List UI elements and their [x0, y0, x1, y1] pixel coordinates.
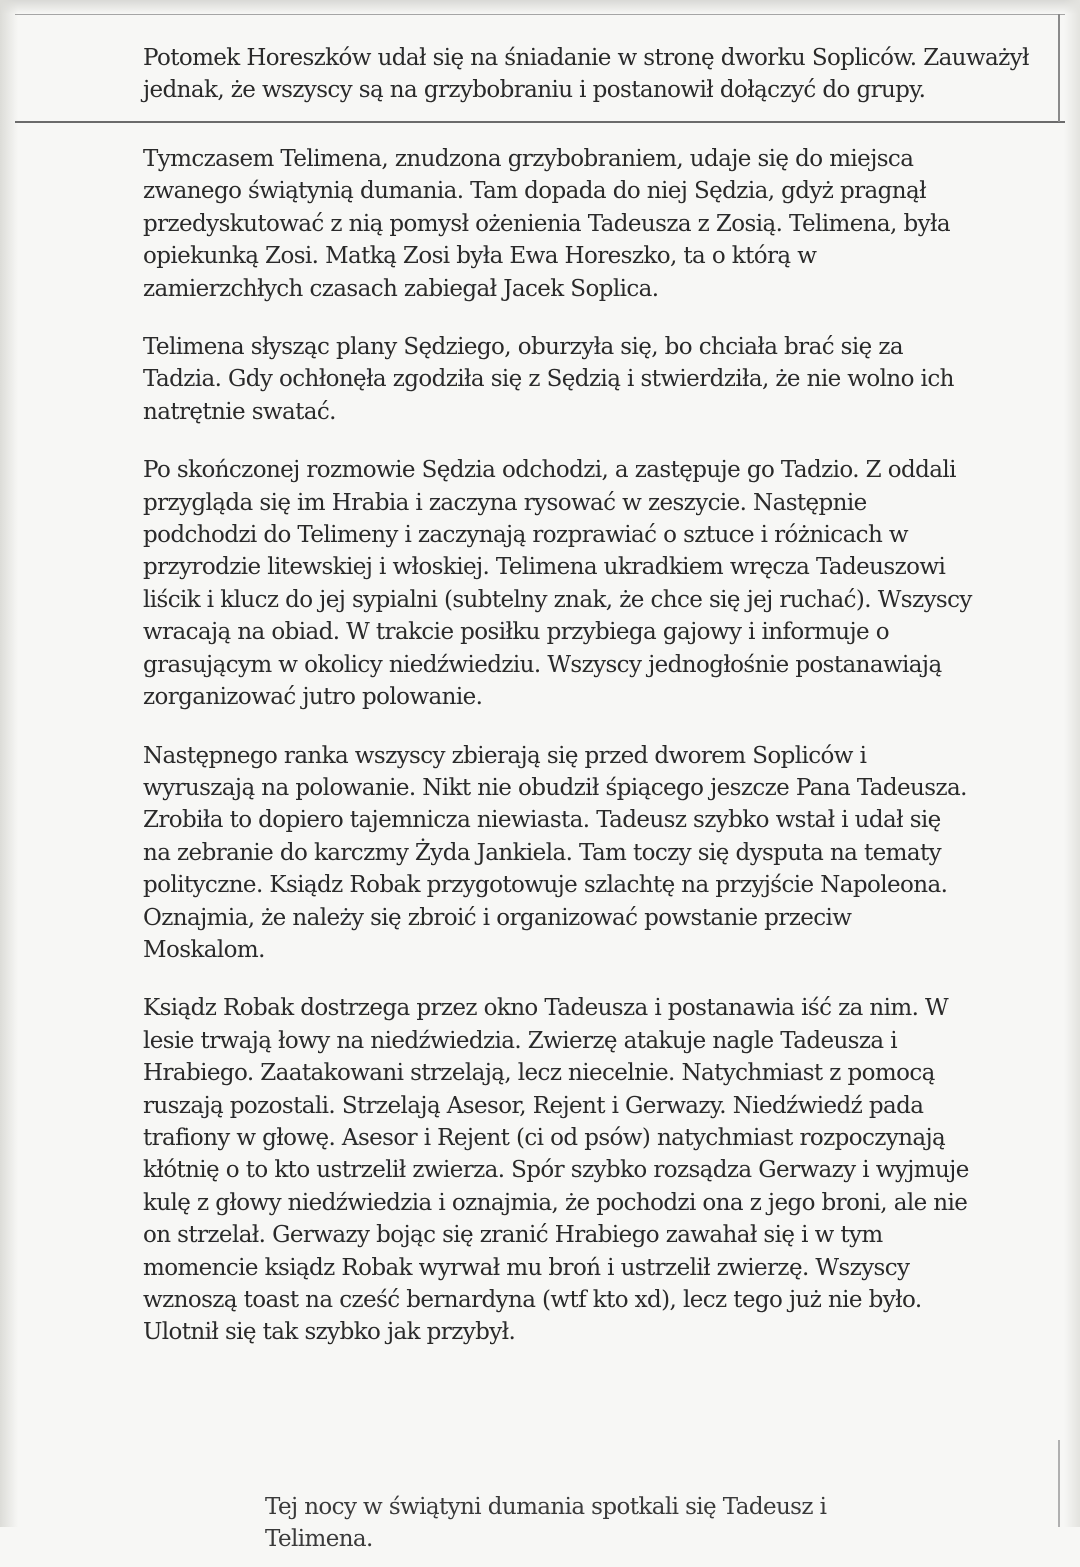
- cut-off-line-text: Tej nocy w świątyni dumania spotkali się Tadeusz i Telimena.: [265, 1494, 827, 1552]
- paragraph-1: Tymczasem Telimena, znudzona grzybobraniem, udaje się do miejsca zwanego świątynią dumania. Tam dopada do niej Sędzia, gdyż pragnął przedyskutować z nią pomysł ożenienia Tadeusza z Zosią. Telimena, była opiekunką Zosi. Matką Zosi była Ewa Horeszko, ta o którą w zamierzchłych czasach zabiegał Jacek Soplica.: [143, 146, 950, 302]
- paragraph-5: Ksiądz Robak dostrzega przez okno Tadeusza i postanawia iść za nim. W lesie trwają łowy na niedźwiedzia. Zwierzę atakuje nagle Tadeusza i Hrabiego. Zaatakowani strzelają, lecz niecelnie. Natychmiast z pomocą ruszają pozostali. Strzelają Asesor, Rejent i Gerwazy. Niedźwiedź pada trafiony w głowę. Asesor i Rejent (ci od psów) natychmiast rozpoczynają kłótnię o to kto ustrzelił zwierza. Spór szybko rozsądza Gerwazy i wyjmuje kulę z głowy niedźwiedzia i oznajmia, że pochodzi ona z jego broni, ale nie on strzelał. Gerwazy bojąc się zranić Hrabiego zawahał się i w tym momencie ksiądz Robak wyrwał mu broń i ustrzelił zwierzę. Wszyscy wznoszą toast na cześć bernardyna (wtf kto xd), lecz tego już nie było. Ulotnił się tak szybko jak przybył.: [143, 995, 969, 1346]
- cut-off-line: [265, 1494, 905, 1552]
- scan-shadow-right: [1064, 0, 1080, 1527]
- table-right-border-upper: [1058, 14, 1060, 122]
- paragraph-previous: Potomek Horeszków udał się na śniadanie w stronę dworku Sopliców. Zauważył jednak, że wszyscy są na grzybobraniu i postanowił dołączyć do grupy.: [143, 45, 1029, 104]
- scan-shadow-left: [0, 0, 18, 1527]
- paragraph-3: Po skończonej rozmowie Sędzia odchodzi, a zastępuje go Tadzio. Z oddali przygląda się im Hrabia i zaczyna rysować w zeszycie. Następnie podchodzi do Telimeny i zaczynają rozprawiać o sztuce i różnicach w przyrodzie litewskiej i włoskiej. Telimena ukradkiem wręcza Tadeuszowi liścik i klucz do jej sypialni (subtelny znak, że chce się jej ruchać). Wszyscy wracają na obiad. W trakcie posiłku przybiega gajowy i informuje o grasującym w okolicy niedźwiedziu. Wszyscy jednogłośnie postanawiają zorganizować jutro polowanie.: [143, 457, 972, 711]
- paragraph-4: Następnego ranka wszyscy zbierają się przed dworem Sopliców i wyruszają na polowanie. Nikt nie obudził śpiącego jeszcze Pana Tadeusza. Zrobiła to dopiero tajemnicza niewiasta. Tadeusz szybko wstał i udał się na zebranie do karczmy Żyda Jankiela. Tam toczy się dysputa na tematy polityczne. Ksiądz Robak przygotowuje szlachtę na przyjście Napoleona. Oznajmia, że należy się zbroić i organizować powstanie przeciw Moskalom.: [143, 742, 967, 963]
- table-cell-previous: [143, 42, 1043, 107]
- table-row-divider: [15, 121, 1065, 123]
- table-top-rule: [15, 14, 1065, 15]
- table-cell-summary: [143, 143, 973, 1375]
- table-right-border-lower: [1058, 1440, 1060, 1527]
- scan-shadow-top: [0, 0, 1080, 14]
- paragraph-2: Telimena słysząc plany Sędziego, oburzyła się, bo chciała brać się za Tadzia. Gdy ochłonęła zgodziła się z Sędzią i stwierdziła, że nie wolno ich natrętnie swatać.: [143, 334, 954, 425]
